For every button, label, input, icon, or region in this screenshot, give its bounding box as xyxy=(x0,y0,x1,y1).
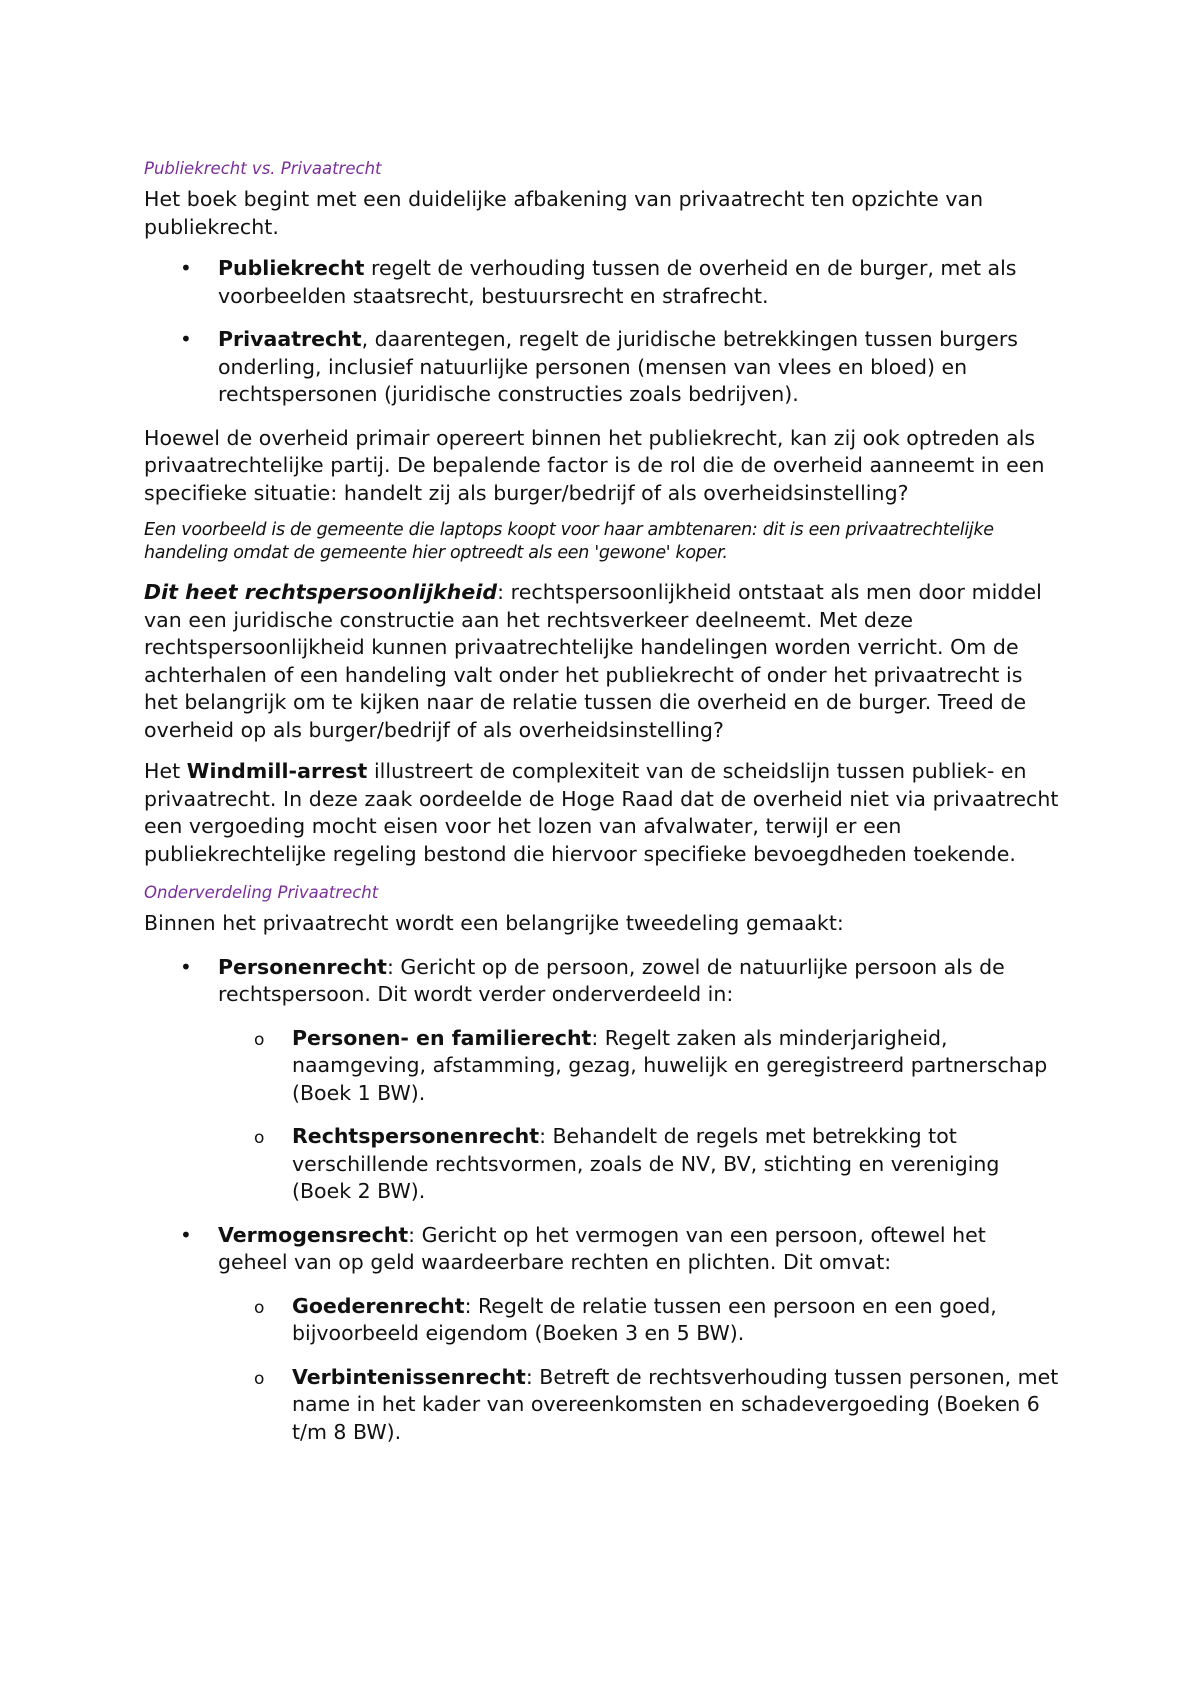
intro-paragraph: Het boek begint met een duidelijke afbakening van privaatrecht ten opzichte van publiekrecht. xyxy=(144,187,984,239)
sub-bullet-icon: o xyxy=(254,1368,265,1389)
list-item xyxy=(144,1293,1060,1348)
sub-list-vermogensrecht xyxy=(144,1293,1060,1447)
sub-list-personenrecht xyxy=(144,1025,1060,1206)
list-item-text: : Betreft de rechtsverhouding tussen personen, met name in het kader van overeenkomsten en schadevergoeding (Boeken 6 t/m 8 BW). xyxy=(292,1364,1059,1444)
bullet-list-recht xyxy=(144,255,1060,409)
list-item xyxy=(144,255,1060,310)
list-item xyxy=(144,1222,1060,1277)
paragraph-hoewel: Hoewel de overheid primair opereert binnen het publiekrecht, kan zij ook optreden als privaatrechtelijke partij. De bepalende factor is de rol die de overheid aanneemt in een specifieke situatie: handelt zij als burger/bedrijf of als overheidsinstelling? xyxy=(144,425,1045,505)
list-item-text: : Gericht op de persoon, zowel de natuurlijke persoon als de rechtspersoon. Dit wordt verder onderverdeeld in: xyxy=(218,954,1005,1006)
term-windmill-arrest: Windmill-arrest xyxy=(186,759,368,783)
paragraph-rechtspersoonlijkheid xyxy=(144,579,1060,744)
sub-bullet-icon: o xyxy=(254,1128,265,1148)
intro-paragraph: Binnen het privaatrecht wordt een belangrijke tweedeling gemaakt: xyxy=(144,911,844,935)
bullet-icon: • xyxy=(180,256,192,280)
term-verbintenissenrecht: Verbintenissenrecht xyxy=(292,1364,526,1389)
term-rechtspersonenrecht: Rechtspersonenrecht xyxy=(292,1124,540,1148)
list-item xyxy=(144,1123,1060,1206)
list-item xyxy=(144,954,1060,1009)
term-personenrecht: Personenrecht xyxy=(218,954,387,979)
list-item-text: : Behandelt de regels met betrekking tot verschillende rechtsvormen, zoals de NV, BV, stichting en vereniging (Boek 2 BW). xyxy=(292,1124,1000,1203)
term-vermogensrecht: Vermogensrecht xyxy=(218,1222,409,1247)
section-heading-onderverdeling: Onderverdeling Privaatrecht xyxy=(144,883,379,902)
sub-bullet-icon: o xyxy=(254,1029,265,1050)
bullet-list-onderverdeling xyxy=(144,954,1060,1009)
list-item xyxy=(144,326,1060,409)
term-privaatrecht: Privaatrecht xyxy=(218,327,362,351)
list-item-text: , daarentegen, regelt de juridische betrekkingen tussen burgers onderling, inclusief natuurlijke personen (mensen van vlees en bloed) en rechtspersonen (juridische constructies zoals bedrijven). xyxy=(218,327,1018,406)
bullet-icon: • xyxy=(180,327,192,351)
term-publiekrecht: Publiekrecht xyxy=(218,256,365,280)
term-personen-familierecht: Personen- en familierecht xyxy=(292,1025,592,1050)
example-quote: Een voorbeeld is de gemeente die laptops koopt voor haar ambtenaren: dit is een privaatrechtelijke handeling omdat de gemeente hier optreedt als een 'gewone' koper. xyxy=(144,520,994,563)
term-goederenrecht: Goederenrecht xyxy=(292,1293,465,1318)
bullet-list-vermogensrecht xyxy=(144,1222,1060,1277)
list-item xyxy=(144,1364,1060,1447)
paragraph-text: Het xyxy=(144,759,187,783)
sub-bullet-icon: o xyxy=(254,1297,265,1318)
term-rechtspersoonlijkheid: Dit heet rechtspersoonlijkheid xyxy=(144,580,498,604)
list-item-text: : Regelt zaken als minderjarigheid, naamgeving, afstamming, gezag, huwelijk en geregistreerd partnerschap (Boek 1 BW). xyxy=(292,1025,1048,1105)
paragraph-windmill xyxy=(144,758,1060,868)
list-item-text: : Regelt de relatie tussen een persoon en een goed, bijvoorbeeld eigendom (Boeken 3 en 5 BW). xyxy=(292,1293,997,1345)
list-item-text: regelt de verhouding tussen de overheid en de burger, met als voorbeelden staatsrecht, bestuursrecht en strafrecht. xyxy=(218,256,1017,308)
list-item-text: : Gericht op het vermogen van een persoon, oftewel het geheel van op geld waardeerbare rechten en plichten. Dit omvat: xyxy=(218,1222,986,1274)
bullet-icon: • xyxy=(180,1222,192,1247)
paragraph-text: illustreert de complexiteit van de scheidslijn tussen publiek- en privaatrecht. In deze zaak oordeelde de Hoge Raad dat de overheid niet via privaatrecht een vergoeding mocht eisen voor het lozen van afvalwater, terwijl er een publiekrechtelijke regeling bestond die hiervoor specifieke bevoegdheden toekende. xyxy=(144,759,1059,866)
list-item xyxy=(144,1025,1060,1108)
bullet-icon: • xyxy=(180,954,192,979)
section-heading-publiek-privaat: Publiekrecht vs. Privaatrecht xyxy=(144,159,382,178)
paragraph-text: : rechtspersoonlijkheid ontstaat als men door middel van een juridische constructie aan het rechtsverkeer deelneemt. Met deze rechtspersoonlijkheid kunnen privaatrechtelijke handelingen worden verricht. Om de achterhalen of een handeling valt onder het publiekrecht of onder het privaatrecht is het belangrijk om te kijken naar de relatie tussen die overheid en de burger. Treed de overheid op als burger/bedrijf of als overheidsinstelling? xyxy=(144,580,1042,742)
